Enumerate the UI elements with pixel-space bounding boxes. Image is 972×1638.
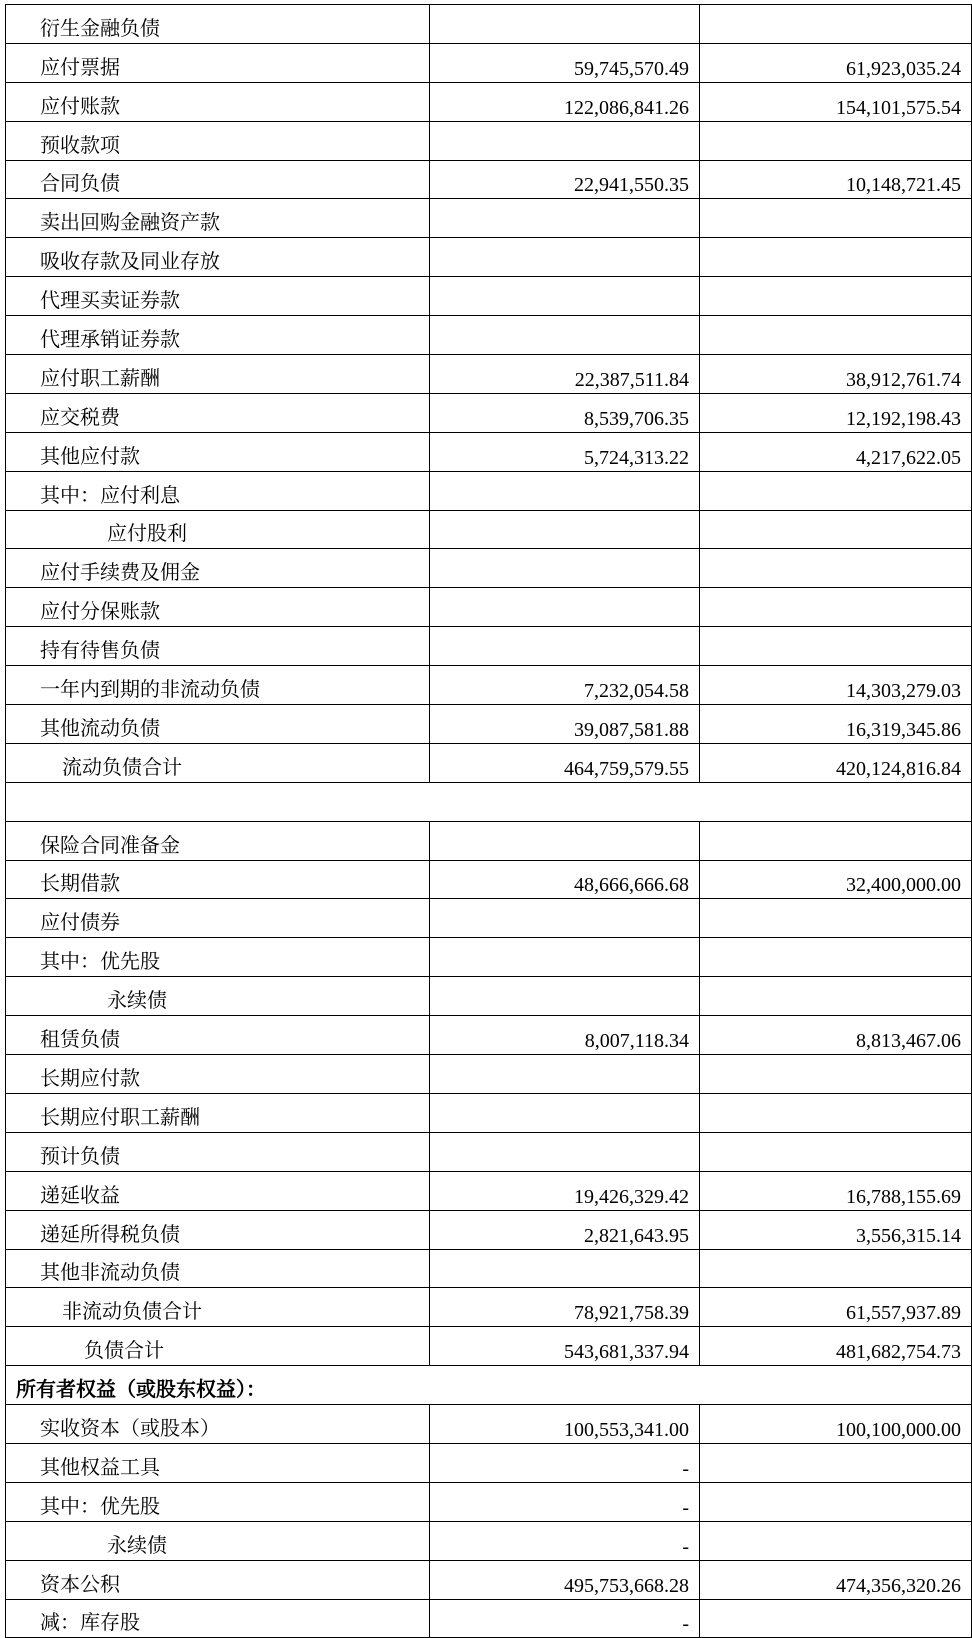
item-label: 其他应付款 xyxy=(6,432,430,471)
prior-period-value: 3,556,315.14 xyxy=(700,1210,972,1249)
prior-period-value xyxy=(700,1443,972,1482)
current-period-value xyxy=(430,238,700,277)
item-label: 永续债 xyxy=(6,1521,430,1560)
prior-period-value xyxy=(700,316,972,355)
item-label: 递延收益 xyxy=(6,1171,430,1210)
table-row xyxy=(6,199,972,238)
table-row xyxy=(6,705,972,744)
item-label: 其他流动负债 xyxy=(6,705,430,744)
balance-sheet-body xyxy=(6,5,972,1638)
prior-period-value: 32,400,000.00 xyxy=(700,860,972,899)
table-row xyxy=(6,899,972,938)
prior-period-value: 4,217,622.05 xyxy=(700,432,972,471)
item-label: 持有待售负债 xyxy=(6,627,430,666)
item-label: 应付债券 xyxy=(6,899,430,938)
table-row xyxy=(6,977,972,1016)
item-label: 代理买卖证券款 xyxy=(6,277,430,316)
prior-period-value xyxy=(700,1521,972,1560)
item-label: 应付账款 xyxy=(6,82,430,121)
item-label: 应付票据 xyxy=(6,43,430,82)
item-label: 应交税费 xyxy=(6,393,430,432)
table-row xyxy=(6,1521,972,1560)
table-row xyxy=(6,510,972,549)
prior-period-value xyxy=(700,238,972,277)
current-period-value xyxy=(430,588,700,627)
current-period-value: - xyxy=(430,1599,700,1638)
prior-period-value xyxy=(700,938,972,977)
current-period-value: 122,086,841.26 xyxy=(430,82,700,121)
item-label: 衍生金融负债 xyxy=(6,5,430,44)
table-row xyxy=(6,821,972,860)
current-period-value: - xyxy=(430,1521,700,1560)
prior-period-value xyxy=(700,471,972,510)
table-row xyxy=(6,1055,972,1094)
current-period-value xyxy=(430,121,700,160)
prior-period-value xyxy=(700,1482,972,1521)
item-label: 其中：应付利息 xyxy=(6,471,430,510)
current-period-value xyxy=(430,510,700,549)
current-period-value xyxy=(430,1055,700,1094)
table-row xyxy=(6,938,972,977)
table-row xyxy=(6,1249,972,1288)
item-label: 非流动负债合计 xyxy=(6,1288,430,1327)
prior-period-value xyxy=(700,277,972,316)
table-row xyxy=(6,1210,972,1249)
table-row xyxy=(6,5,972,44)
current-period-value xyxy=(430,821,700,860)
prior-period-value: 38,912,761.74 xyxy=(700,355,972,394)
current-period-value xyxy=(430,199,700,238)
item-label: 代理承销证券款 xyxy=(6,316,430,355)
current-period-value xyxy=(430,938,700,977)
table-row xyxy=(6,588,972,627)
prior-period-value: 420,124,816.84 xyxy=(700,743,972,782)
current-period-value xyxy=(430,977,700,1016)
item-label: 合同负债 xyxy=(6,160,430,199)
prior-period-value: 16,319,345.86 xyxy=(700,705,972,744)
prior-period-value xyxy=(700,1599,972,1638)
current-period-value xyxy=(430,1249,700,1288)
current-period-value: 464,759,579.55 xyxy=(430,743,700,782)
item-label: 其他权益工具 xyxy=(6,1443,430,1482)
current-period-value: 22,941,550.35 xyxy=(430,160,700,199)
current-period-value: 19,426,329.42 xyxy=(430,1171,700,1210)
item-label: 永续债 xyxy=(6,977,430,1016)
table-row xyxy=(6,1366,972,1405)
current-period-value xyxy=(430,1132,700,1171)
prior-period-value xyxy=(700,5,972,44)
item-label: 应付分保账款 xyxy=(6,588,430,627)
item-label: 长期应付款 xyxy=(6,1055,430,1094)
table-row xyxy=(6,1171,972,1210)
table-row xyxy=(6,277,972,316)
prior-period-value xyxy=(700,1249,972,1288)
table-row xyxy=(6,432,972,471)
current-period-value xyxy=(430,277,700,316)
balance-sheet-table xyxy=(5,4,972,1638)
table-row xyxy=(6,393,972,432)
prior-period-value xyxy=(700,549,972,588)
item-label: 实收资本（或股本） xyxy=(6,1405,430,1444)
item-label: 保险合同准备金 xyxy=(6,821,430,860)
prior-period-value xyxy=(700,199,972,238)
item-label: 应付股利 xyxy=(6,510,430,549)
current-period-value xyxy=(430,5,700,44)
current-period-value xyxy=(430,316,700,355)
current-period-value: 8,539,706.35 xyxy=(430,393,700,432)
item-label: 资本公积 xyxy=(6,1560,430,1599)
table-row xyxy=(6,160,972,199)
item-label: 应付职工薪酬 xyxy=(6,355,430,394)
prior-period-value: 10,148,721.45 xyxy=(700,160,972,199)
current-period-value: 543,681,337.94 xyxy=(430,1327,700,1366)
prior-period-value xyxy=(700,899,972,938)
item-label: 流动负债合计 xyxy=(6,743,430,782)
prior-period-value: 16,788,155.69 xyxy=(700,1171,972,1210)
table-row xyxy=(6,471,972,510)
prior-period-value xyxy=(700,510,972,549)
item-label: 负债合计 xyxy=(6,1327,430,1366)
prior-period-value: 12,192,198.43 xyxy=(700,393,972,432)
table-row xyxy=(6,1016,972,1055)
item-label: 递延所得税负债 xyxy=(6,1210,430,1249)
current-period-value: 22,387,511.84 xyxy=(430,355,700,394)
table-row xyxy=(6,549,972,588)
spacer-row xyxy=(6,782,972,821)
prior-period-value xyxy=(700,1132,972,1171)
prior-period-value: 154,101,575.54 xyxy=(700,82,972,121)
table-row xyxy=(6,782,972,821)
current-period-value xyxy=(430,627,700,666)
item-label: 预收款项 xyxy=(6,121,430,160)
table-row xyxy=(6,82,972,121)
item-label: 应付手续费及佣金 xyxy=(6,549,430,588)
prior-period-value xyxy=(700,977,972,1016)
item-label: 卖出回购金融资产款 xyxy=(6,199,430,238)
current-period-value: 2,821,643.95 xyxy=(430,1210,700,1249)
prior-period-value: 474,356,320.26 xyxy=(700,1560,972,1599)
item-label: 吸收存款及同业存放 xyxy=(6,238,430,277)
prior-period-value: 100,100,000.00 xyxy=(700,1405,972,1444)
prior-period-value xyxy=(700,1055,972,1094)
table-row xyxy=(6,121,972,160)
current-period-value xyxy=(430,549,700,588)
current-period-value: 39,087,581.88 xyxy=(430,705,700,744)
current-period-value xyxy=(430,1093,700,1132)
item-label: 减：库存股 xyxy=(6,1599,430,1638)
current-period-value: 5,724,313.22 xyxy=(430,432,700,471)
current-period-value: 100,553,341.00 xyxy=(430,1405,700,1444)
section-header: 所有者权益（或股东权益）： xyxy=(6,1366,972,1405)
item-label: 其中：优先股 xyxy=(6,938,430,977)
prior-period-value: 481,682,754.73 xyxy=(700,1327,972,1366)
table-row xyxy=(6,666,972,705)
prior-period-value xyxy=(700,588,972,627)
item-label: 长期借款 xyxy=(6,860,430,899)
table-row xyxy=(6,743,972,782)
current-period-value: 78,921,758.39 xyxy=(430,1288,700,1327)
current-period-value: 7,232,054.58 xyxy=(430,666,700,705)
table-row xyxy=(6,1327,972,1366)
table-row xyxy=(6,316,972,355)
table-row xyxy=(6,627,972,666)
table-row xyxy=(6,238,972,277)
table-row xyxy=(6,43,972,82)
prior-period-value xyxy=(700,1093,972,1132)
table-row xyxy=(6,1443,972,1482)
prior-period-value: 14,303,279.03 xyxy=(700,666,972,705)
current-period-value: - xyxy=(430,1443,700,1482)
item-label: 预计负债 xyxy=(6,1132,430,1171)
prior-period-value: 61,557,937.89 xyxy=(700,1288,972,1327)
current-period-value xyxy=(430,899,700,938)
prior-period-value: 8,813,467.06 xyxy=(700,1016,972,1055)
prior-period-value xyxy=(700,121,972,160)
item-label: 租赁负债 xyxy=(6,1016,430,1055)
prior-period-value xyxy=(700,627,972,666)
current-period-value: - xyxy=(430,1482,700,1521)
current-period-value: 8,007,118.34 xyxy=(430,1016,700,1055)
current-period-value xyxy=(430,471,700,510)
table-row xyxy=(6,1132,972,1171)
table-row xyxy=(6,355,972,394)
prior-period-value xyxy=(700,821,972,860)
table-row xyxy=(6,1560,972,1599)
table-row xyxy=(6,1599,972,1638)
prior-period-value: 61,923,035.24 xyxy=(700,43,972,82)
item-label: 其他非流动负债 xyxy=(6,1249,430,1288)
item-label: 其中：优先股 xyxy=(6,1482,430,1521)
current-period-value: 59,745,570.49 xyxy=(430,43,700,82)
table-row xyxy=(6,860,972,899)
table-row xyxy=(6,1093,972,1132)
table-row xyxy=(6,1288,972,1327)
current-period-value: 48,666,666.68 xyxy=(430,860,700,899)
table-row xyxy=(6,1482,972,1521)
current-period-value: 495,753,668.28 xyxy=(430,1560,700,1599)
item-label: 长期应付职工薪酬 xyxy=(6,1093,430,1132)
item-label: 一年内到期的非流动负债 xyxy=(6,666,430,705)
table-row xyxy=(6,1405,972,1444)
